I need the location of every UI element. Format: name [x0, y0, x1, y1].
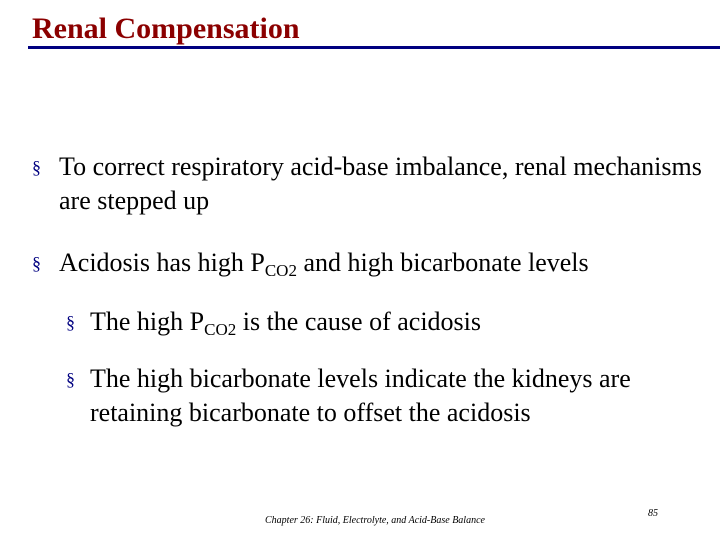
subbullet-kidneys-retaining: [66, 362, 706, 430]
subbullet-marker: §: [66, 369, 75, 389]
title-underline: [28, 46, 720, 49]
footer-chapter: Chapter 26: Fluid, Electrolyte, and Acid-Base Balance: [265, 515, 485, 526]
bullet-text-part: Acidosis has high P: [59, 248, 265, 277]
subbullet-text-part: The high P: [90, 307, 205, 336]
bullet-text: To correct respiratory acid-base imbalance, renal mechanisms are stepped up: [59, 152, 702, 215]
bullet-text: [32, 246, 702, 280]
subbullet-text: [66, 305, 706, 339]
subbullet-marker: §: [66, 312, 75, 332]
subscript: CO2: [204, 320, 237, 339]
bullet-renal-mechanisms: [32, 150, 702, 218]
bullet-text-part: and high bicarbonate levels: [296, 248, 589, 277]
subbullet-text: The high bicarbonate levels indicate the kidneys are retaining bicarbonate to offset the acidosis: [90, 364, 631, 427]
bullet-marker: §: [32, 253, 41, 273]
page-number: 85: [648, 508, 658, 519]
bullet-acidosis-levels: [32, 246, 702, 280]
subbullet-cause-of-acidosis: [66, 305, 706, 339]
subbullet-text-part: is the cause of acidosis: [236, 307, 481, 336]
bullet-marker: §: [32, 157, 41, 177]
slide-title: Renal Compensation: [32, 12, 300, 45]
subscript: CO2: [264, 261, 297, 280]
